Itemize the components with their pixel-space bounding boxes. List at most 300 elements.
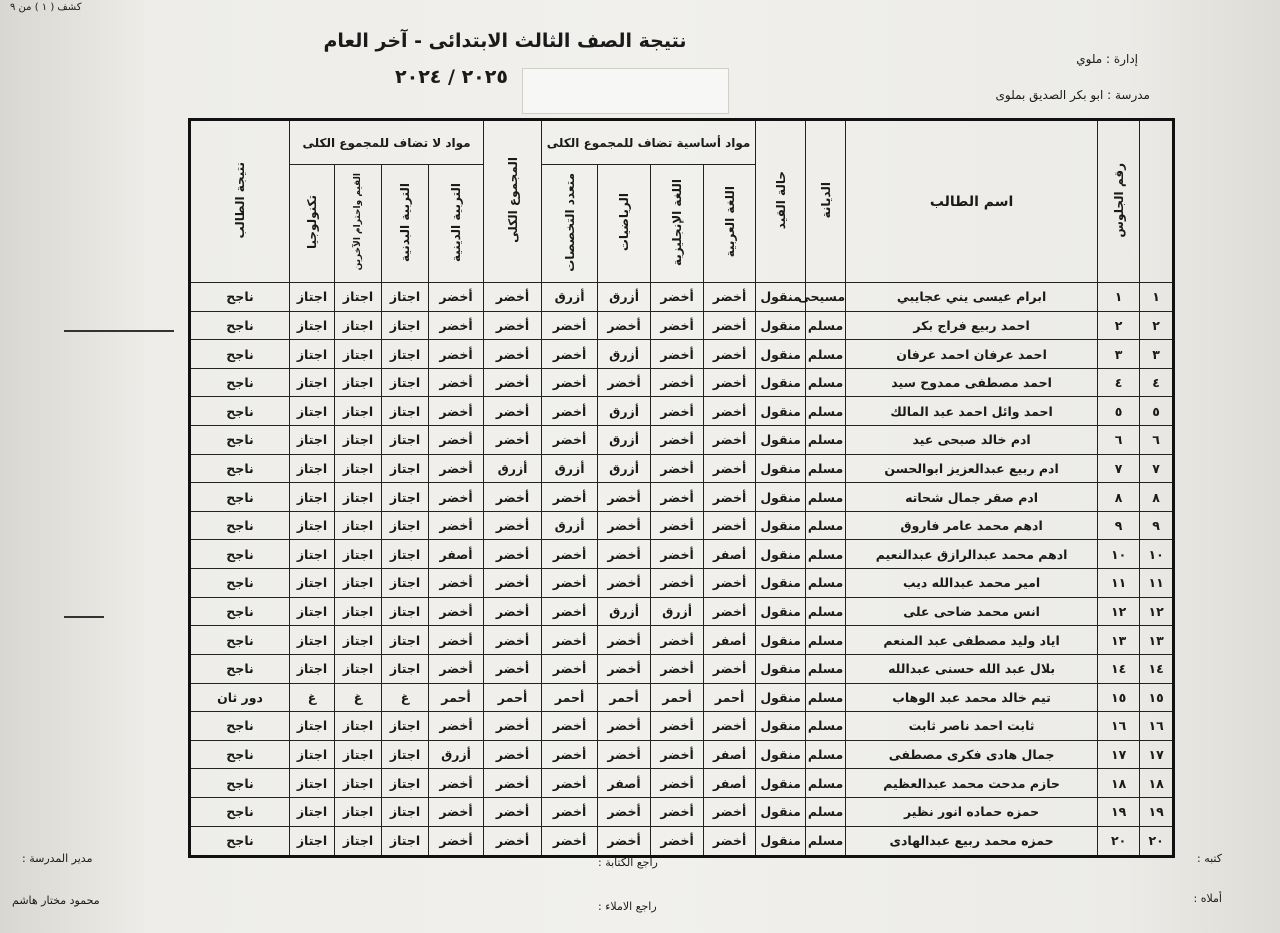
cell-discover-grade: أخضر [542, 340, 598, 369]
cell-total-grade: أخضر [484, 826, 542, 856]
cell-religious-ed-grade: أخضر [429, 597, 484, 626]
cell-ict-grade: اجتاز [290, 368, 335, 397]
cell-english-grade: أخضر [651, 340, 704, 369]
cell-ict-grade: اجتاز [290, 483, 335, 512]
cell-religion: مسلم [806, 597, 846, 626]
cell-total-grade: أخضر [484, 797, 542, 826]
cell-enrollment-status: منقول [756, 426, 806, 455]
cell-arabic-grade: أخضر [704, 826, 756, 856]
cell-english-grade: أخضر [651, 311, 704, 340]
cell-total-grade: أخضر [484, 540, 542, 569]
cell-seat-number: ١٤ [1098, 654, 1140, 683]
cell-seat-number: ١٢ [1098, 597, 1140, 626]
cell-student-result: ناجح [190, 368, 290, 397]
cell-total-grade: أخضر [484, 397, 542, 426]
cell-math-grade: أخضر [598, 626, 651, 655]
administration-label: إدارة : ملوي [1076, 52, 1138, 66]
cell-seat-number: ١٠ [1098, 540, 1140, 569]
cell-student-result: ناجح [190, 626, 290, 655]
cell-enrollment-status: منقول [756, 368, 806, 397]
col-physical-ed: التربية البدنية [382, 165, 429, 283]
cell-religious-ed-grade: أخضر [429, 283, 484, 312]
cell-values-grade: اجتاز [335, 740, 382, 769]
table-row [190, 797, 1174, 826]
cell-english-grade: أخضر [651, 426, 704, 455]
cell-row-number: ١١ [1140, 569, 1174, 598]
cell-total-grade: أحمر [484, 683, 542, 712]
cell-religion: مسلم [806, 511, 846, 540]
cell-student-name: احمد عرفان احمد عرفان [846, 340, 1098, 369]
cell-seat-number: ٢٠ [1098, 826, 1140, 856]
cell-religious-ed-grade: أخضر [429, 712, 484, 741]
cell-arabic-grade: أصفر [704, 540, 756, 569]
table-row [190, 540, 1174, 569]
cell-values-grade: اجتاز [335, 654, 382, 683]
cell-row-number: ١٦ [1140, 712, 1174, 741]
cell-total-grade: أخضر [484, 712, 542, 741]
cell-math-grade: أخضر [598, 654, 651, 683]
review-dictation-label: راجع الاملاء : [598, 900, 657, 913]
cell-physical-ed-grade: اجتاز [382, 769, 429, 798]
cell-english-grade: أخضر [651, 826, 704, 856]
cell-ict-grade: اجتاز [290, 712, 335, 741]
cell-religion: مسلم [806, 769, 846, 798]
cell-row-number: ١ [1140, 283, 1174, 312]
cell-english-grade: أخضر [651, 654, 704, 683]
cell-physical-ed-grade: اجتاز [382, 797, 429, 826]
cell-arabic-grade: أخضر [704, 569, 756, 598]
cell-values-grade: اجتاز [335, 368, 382, 397]
cell-values-grade: اجتاز [335, 426, 382, 455]
cell-values-grade: اجتاز [335, 826, 382, 856]
cell-total-grade: أخضر [484, 483, 542, 512]
cell-total-grade: أخضر [484, 283, 542, 312]
table-row [190, 426, 1174, 455]
cell-student-result: ناجح [190, 569, 290, 598]
cell-discover-grade: أخضر [542, 797, 598, 826]
cell-ict-grade: اجتاز [290, 511, 335, 540]
cell-enrollment-status: منقول [756, 569, 806, 598]
cell-physical-ed-grade: اجتاز [382, 712, 429, 741]
school-label: مدرسة : ابو بكر الصديق بملوى [995, 88, 1150, 102]
extra-subjects-group: مواد لا تضاف للمجموع الكلى [290, 120, 484, 165]
table-row [190, 283, 1174, 312]
cell-discover-grade: أخضر [542, 712, 598, 741]
cell-arabic-grade: أخضر [704, 654, 756, 683]
cell-values-grade: اجتاز [335, 626, 382, 655]
cell-seat-number: ١٨ [1098, 769, 1140, 798]
cell-religion: مسلم [806, 683, 846, 712]
cell-ict-grade: اجتاز [290, 283, 335, 312]
cell-religious-ed-grade: أخضر [429, 454, 484, 483]
col-discover: متعدد التخصصات [542, 165, 598, 283]
cell-physical-ed-grade: اجتاز [382, 597, 429, 626]
cell-row-number: ٥ [1140, 397, 1174, 426]
cell-religious-ed-grade: أخضر [429, 311, 484, 340]
page-title: نتيجة الصف الثالث الابتدائى - آخر العام [323, 30, 687, 52]
cell-ict-grade: اجتاز [290, 397, 335, 426]
table-row [190, 483, 1174, 512]
cell-student-result: ناجح [190, 826, 290, 856]
col-english: اللغة الإنجليزية [651, 165, 704, 283]
cell-enrollment-status: منقول [756, 311, 806, 340]
col-math: الرياضيات [598, 165, 651, 283]
cell-discover-grade: أخضر [542, 368, 598, 397]
cell-seat-number: ١٦ [1098, 712, 1140, 741]
cell-seat-number: ٦ [1098, 426, 1140, 455]
cell-ict-grade: اجتاز [290, 569, 335, 598]
cell-enrollment-status: منقول [756, 712, 806, 741]
academic-year: ٢٠٢٥ / ٢٠٢٤ [395, 66, 508, 88]
cell-values-grade: اجتاز [335, 340, 382, 369]
cell-arabic-grade: أصفر [704, 740, 756, 769]
cell-student-name: احمد مصطفى ممدوح سيد [846, 368, 1098, 397]
cell-physical-ed-grade: اجتاز [382, 740, 429, 769]
cell-seat-number: ٤ [1098, 368, 1140, 397]
cell-total-grade: أخضر [484, 597, 542, 626]
cell-student-result: ناجح [190, 426, 290, 455]
cell-arabic-grade: أخضر [704, 397, 756, 426]
cell-arabic-grade: أخضر [704, 511, 756, 540]
cell-math-grade: أزرق [598, 283, 651, 312]
cell-arabic-grade: أحمر [704, 683, 756, 712]
cell-student-name: ادم صقر جمال شحاته [846, 483, 1098, 512]
cell-student-result: دور ثان [190, 683, 290, 712]
cell-arabic-grade: أخضر [704, 454, 756, 483]
cell-math-grade: أحمر [598, 683, 651, 712]
cell-row-number: ٤ [1140, 368, 1174, 397]
cell-student-name: بلال عبد الله حسنى عبدالله [846, 654, 1098, 683]
cell-student-result: ناجح [190, 283, 290, 312]
cell-seat-number: ٩ [1098, 511, 1140, 540]
cell-student-name: ادهم محمد عبدالرازق عبدالنعيم [846, 540, 1098, 569]
cell-english-grade: أخضر [651, 540, 704, 569]
cell-values-grade: اجتاز [335, 597, 382, 626]
cell-discover-grade: أخضر [542, 426, 598, 455]
cell-enrollment-status: منقول [756, 769, 806, 798]
cell-religion: مسلم [806, 626, 846, 655]
cell-enrollment-status: منقول [756, 397, 806, 426]
cell-values-grade: اجتاز [335, 483, 382, 512]
cell-row-number: ١٩ [1140, 797, 1174, 826]
cell-seat-number: ١١ [1098, 569, 1140, 598]
cell-english-grade: أخضر [651, 454, 704, 483]
cell-row-number: ١٨ [1140, 769, 1174, 798]
cell-physical-ed-grade: اجتاز [382, 826, 429, 856]
cell-seat-number: ١٧ [1098, 740, 1140, 769]
cell-english-grade: أخضر [651, 483, 704, 512]
cell-enrollment-status: منقول [756, 540, 806, 569]
punch-mark [64, 616, 104, 618]
cell-religion: مسلم [806, 569, 846, 598]
table-row [190, 397, 1174, 426]
cell-enrollment-status: منقول [756, 340, 806, 369]
cell-enrollment-status: منقول [756, 626, 806, 655]
cell-row-number: ١٧ [1140, 740, 1174, 769]
cell-ict-grade: اجتاز [290, 797, 335, 826]
cell-english-grade: أخضر [651, 283, 704, 312]
cell-values-grade: اجتاز [335, 454, 382, 483]
cell-religion: مسلم [806, 426, 846, 455]
cell-religious-ed-grade: أحمر [429, 683, 484, 712]
cell-row-number: ٢ [1140, 311, 1174, 340]
cell-total-grade: أخضر [484, 740, 542, 769]
cell-student-name: جمال هادى فكرى مصطفى [846, 740, 1098, 769]
cell-religion: مسلم [806, 540, 846, 569]
cell-religious-ed-grade: أخضر [429, 769, 484, 798]
cell-religious-ed-grade: أخضر [429, 397, 484, 426]
cell-enrollment-status: منقول [756, 683, 806, 712]
table-row [190, 654, 1174, 683]
cell-row-number: ١٥ [1140, 683, 1174, 712]
cell-enrollment-status: منقول [756, 283, 806, 312]
cell-physical-ed-grade: اجتاز [382, 368, 429, 397]
cell-discover-grade: أخضر [542, 654, 598, 683]
cell-student-name: ابرام عيسى يني عجايبي [846, 283, 1098, 312]
cell-english-grade: أخضر [651, 511, 704, 540]
table-row [190, 826, 1174, 856]
cell-discover-grade: أزرق [542, 283, 598, 312]
cell-discover-grade: أخضر [542, 311, 598, 340]
cell-total-grade: أخضر [484, 340, 542, 369]
col-total: المجموع الكلى [484, 120, 542, 283]
cell-religion: مسلم [806, 311, 846, 340]
cell-ict-grade: اجتاز [290, 540, 335, 569]
cell-enrollment-status: منقول [756, 511, 806, 540]
cell-physical-ed-grade: اجتاز [382, 626, 429, 655]
cell-english-grade: أخضر [651, 740, 704, 769]
col-seat-number: رقم الجلوس [1098, 120, 1140, 283]
cell-student-name: حازم مدحت محمد عبدالعظيم [846, 769, 1098, 798]
col-ict: تكنولوجيا [290, 165, 335, 283]
cell-student-name: انس محمد ضاحى على [846, 597, 1098, 626]
cell-discover-grade: أخضر [542, 597, 598, 626]
cell-row-number: ٦ [1140, 426, 1174, 455]
cell-religion: مسلم [806, 368, 846, 397]
cell-ict-grade: اجتاز [290, 626, 335, 655]
cell-total-grade: أخضر [484, 511, 542, 540]
cell-total-grade: أخضر [484, 654, 542, 683]
table-row [190, 569, 1174, 598]
cell-student-result: ناجح [190, 511, 290, 540]
principal-name: محمود مختار هاشم [12, 894, 100, 907]
cell-student-name: حمزه حماده انور نظير [846, 797, 1098, 826]
table-row [190, 712, 1174, 741]
cell-math-grade: أخضر [598, 712, 651, 741]
table-row [190, 769, 1174, 798]
cell-english-grade: أخضر [651, 569, 704, 598]
cell-discover-grade: أحمر [542, 683, 598, 712]
table-row [190, 597, 1174, 626]
cell-ict-grade: اجتاز [290, 597, 335, 626]
cell-math-grade: أخضر [598, 368, 651, 397]
cell-physical-ed-grade: اجتاز [382, 569, 429, 598]
cell-arabic-grade: أصفر [704, 626, 756, 655]
cell-physical-ed-grade: غ [382, 683, 429, 712]
cell-arabic-grade: أخضر [704, 797, 756, 826]
cell-student-result: ناجح [190, 740, 290, 769]
col-row-number [1140, 120, 1174, 283]
cell-math-grade: أزرق [598, 397, 651, 426]
cell-total-grade: أخضر [484, 368, 542, 397]
cell-row-number: ٨ [1140, 483, 1174, 512]
cell-discover-grade: أخضر [542, 569, 598, 598]
cell-ict-grade: اجتاز [290, 740, 335, 769]
cell-physical-ed-grade: اجتاز [382, 483, 429, 512]
cell-math-grade: أزرق [598, 597, 651, 626]
cell-religion: مسيحى [806, 283, 846, 312]
cell-religious-ed-grade: أخضر [429, 340, 484, 369]
cell-total-grade: أزرق [484, 454, 542, 483]
cell-student-name: امير محمد عبدالله ديب [846, 569, 1098, 598]
cell-discover-grade: أزرق [542, 511, 598, 540]
cell-arabic-grade: أخضر [704, 311, 756, 340]
cell-religion: مسلم [806, 712, 846, 741]
cell-student-name: تيم خالد محمد عبد الوهاب [846, 683, 1098, 712]
cell-physical-ed-grade: اجتاز [382, 654, 429, 683]
table-row [190, 454, 1174, 483]
cell-values-grade: اجتاز [335, 569, 382, 598]
table-row [190, 311, 1174, 340]
cell-row-number: ٩ [1140, 511, 1174, 540]
cell-student-result: ناجح [190, 797, 290, 826]
cell-seat-number: ١٩ [1098, 797, 1140, 826]
cell-total-grade: أخضر [484, 426, 542, 455]
cell-religion: مسلم [806, 454, 846, 483]
col-student-name: اسم الطالب [846, 120, 1098, 283]
cell-religious-ed-grade: أخضر [429, 826, 484, 856]
cell-physical-ed-grade: اجتاز [382, 311, 429, 340]
cell-values-grade: اجتاز [335, 397, 382, 426]
cell-values-grade: اجتاز [335, 712, 382, 741]
cell-student-name: ادم خالد صبحى عيد [846, 426, 1098, 455]
cell-religious-ed-grade: أخضر [429, 426, 484, 455]
cell-religion: مسلم [806, 740, 846, 769]
cell-seat-number: ٨ [1098, 483, 1140, 512]
cell-student-result: ناجح [190, 397, 290, 426]
cell-student-name: ادم ربيع عبدالعزيز ابوالحسن [846, 454, 1098, 483]
cell-student-result: ناجح [190, 712, 290, 741]
cell-values-grade: اجتاز [335, 283, 382, 312]
col-enrollment: حالة القيد [756, 120, 806, 283]
cell-english-grade: أخضر [651, 712, 704, 741]
cell-total-grade: أخضر [484, 626, 542, 655]
cell-discover-grade: أخضر [542, 397, 598, 426]
cell-math-grade: أزرق [598, 454, 651, 483]
cell-english-grade: أخضر [651, 626, 704, 655]
cell-math-grade: أخضر [598, 740, 651, 769]
cell-discover-grade: أخضر [542, 740, 598, 769]
cell-values-grade: اجتاز [335, 311, 382, 340]
cell-student-name: احمد وائل احمد عبد المالك [846, 397, 1098, 426]
cell-arabic-grade: أخضر [704, 426, 756, 455]
redacted-box [522, 68, 729, 114]
cell-row-number: ١٢ [1140, 597, 1174, 626]
cell-enrollment-status: منقول [756, 826, 806, 856]
cell-discover-grade: أخضر [542, 826, 598, 856]
table-row [190, 368, 1174, 397]
cell-math-grade: أصفر [598, 769, 651, 798]
cell-english-grade: أخضر [651, 769, 704, 798]
cell-student-result: ناجح [190, 311, 290, 340]
written-by-label: كتبه : [1197, 852, 1222, 865]
cell-religion: مسلم [806, 797, 846, 826]
cell-religion: مسلم [806, 826, 846, 856]
cell-religious-ed-grade: أخضر [429, 797, 484, 826]
cell-student-result: ناجح [190, 769, 290, 798]
table-row [190, 740, 1174, 769]
cell-student-result: ناجح [190, 654, 290, 683]
cell-enrollment-status: منقول [756, 483, 806, 512]
punch-mark [64, 330, 174, 332]
cell-total-grade: أخضر [484, 769, 542, 798]
cell-seat-number: ٧ [1098, 454, 1140, 483]
cell-enrollment-status: منقول [756, 740, 806, 769]
cell-student-name: ثابت احمد ناصر ثابت [846, 712, 1098, 741]
cell-religion: مسلم [806, 397, 846, 426]
cell-ict-grade: اجتاز [290, 454, 335, 483]
cell-math-grade: أخضر [598, 826, 651, 856]
cell-discover-grade: أخضر [542, 769, 598, 798]
cell-seat-number: ٢ [1098, 311, 1140, 340]
cell-arabic-grade: أخضر [704, 368, 756, 397]
table-row [190, 511, 1174, 540]
cell-physical-ed-grade: اجتاز [382, 540, 429, 569]
cell-values-grade: اجتاز [335, 511, 382, 540]
cell-math-grade: أخضر [598, 797, 651, 826]
cell-row-number: ١٠ [1140, 540, 1174, 569]
cell-row-number: ٢٠ [1140, 826, 1174, 856]
cell-physical-ed-grade: اجتاز [382, 340, 429, 369]
cell-student-result: ناجح [190, 597, 290, 626]
cell-religious-ed-grade: أخضر [429, 483, 484, 512]
cell-values-grade: اجتاز [335, 769, 382, 798]
cell-religious-ed-grade: أخضر [429, 569, 484, 598]
cell-seat-number: ١ [1098, 283, 1140, 312]
cell-values-grade: غ [335, 683, 382, 712]
cell-ict-grade: غ [290, 683, 335, 712]
cell-seat-number: ٣ [1098, 340, 1140, 369]
cell-physical-ed-grade: اجتاز [382, 511, 429, 540]
col-arabic: اللغة العربية [704, 165, 756, 283]
results-table [188, 118, 1175, 858]
sheet-number: كشف ( ١ ) من ٩ [10, 2, 82, 13]
cell-religious-ed-grade: أخضر [429, 654, 484, 683]
cell-row-number: ٧ [1140, 454, 1174, 483]
cell-student-name: حمزه محمد ربيع عبدالهادى [846, 826, 1098, 856]
cell-ict-grade: اجتاز [290, 826, 335, 856]
review-writing-label: راجع الكتابة : [598, 856, 658, 869]
cell-discover-grade: أخضر [542, 540, 598, 569]
cell-physical-ed-grade: اجتاز [382, 454, 429, 483]
cell-discover-grade: أخضر [542, 483, 598, 512]
cell-ict-grade: اجتاز [290, 340, 335, 369]
cell-english-grade: أخضر [651, 397, 704, 426]
cell-religion: مسلم [806, 654, 846, 683]
cell-religious-ed-grade: أخضر [429, 368, 484, 397]
cell-religious-ed-grade: أزرق [429, 740, 484, 769]
cell-english-grade: أخضر [651, 797, 704, 826]
table-row [190, 683, 1174, 712]
cell-math-grade: أخضر [598, 483, 651, 512]
cell-math-grade: أخضر [598, 569, 651, 598]
col-religious-ed: التربية الدينية [429, 165, 484, 283]
cell-seat-number: ١٥ [1098, 683, 1140, 712]
col-religion: الديانة [806, 120, 846, 283]
cell-enrollment-status: منقول [756, 797, 806, 826]
cell-physical-ed-grade: اجتاز [382, 283, 429, 312]
cell-row-number: ١٤ [1140, 654, 1174, 683]
